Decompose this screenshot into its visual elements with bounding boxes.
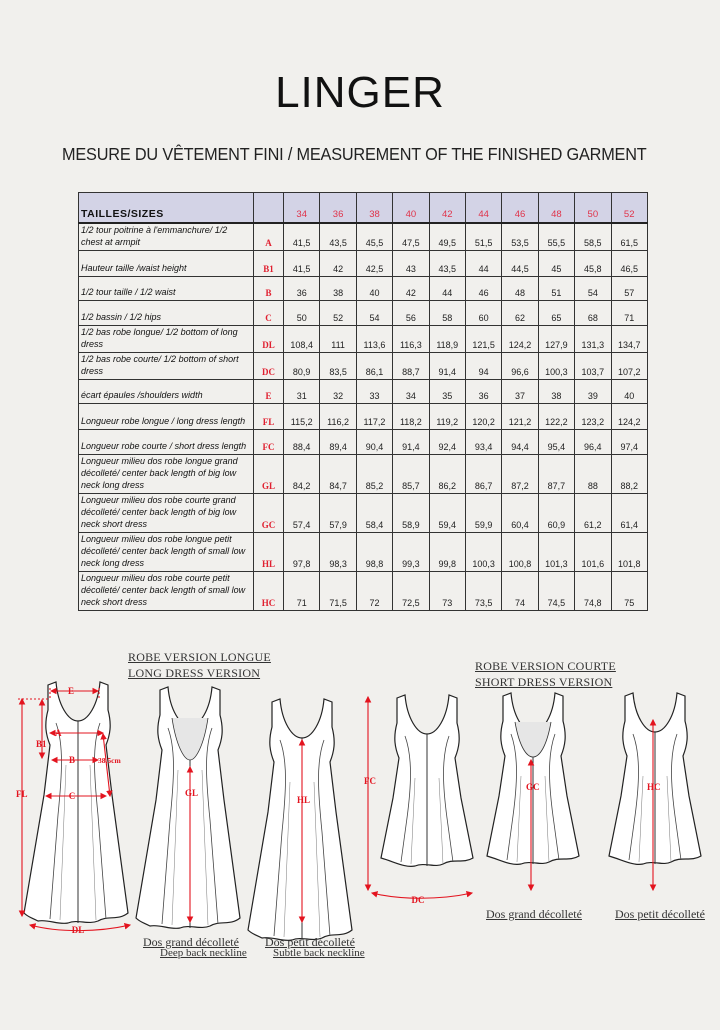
measurement-value: 61,4	[611, 494, 647, 533]
measurement-value: 103,7	[575, 353, 611, 380]
long-version-title-fr: ROBE VERSION LONGUE	[128, 650, 271, 664]
measurement-value: 96,6	[502, 353, 538, 380]
measurement-label: 1/2 tour poitrine à l'emmanchure/ 1/2 chest at armpit	[79, 223, 254, 251]
measurement-value: 43,5	[320, 223, 356, 251]
size-header: 46	[502, 193, 538, 224]
measurement-code: B	[254, 277, 284, 301]
measurement-value: 98,8	[356, 533, 392, 572]
measurement-value: 58	[429, 301, 465, 326]
size-header: 38	[356, 193, 392, 224]
measurement-value: 74	[502, 572, 538, 611]
measurement-value: 94	[465, 353, 501, 380]
measurement-value: 42,5	[356, 251, 392, 277]
measurement-value: 108,4	[284, 326, 320, 353]
measurement-value: 107,2	[611, 353, 647, 380]
measurement-value: 111	[320, 326, 356, 353]
measurement-value: 100,8	[502, 533, 538, 572]
short-subtle-caption-fr: Dos petit décolleté	[615, 907, 705, 921]
measurement-value: 72	[356, 572, 392, 611]
measurement-value: 74,5	[538, 572, 574, 611]
measurement-label: 1/2 bassin / 1/2 hips	[79, 301, 254, 326]
measurement-value: 127,9	[538, 326, 574, 353]
measurement-label: Longueur milieu dos robe longue petit décolleté/ center back length of small low neck long dress	[79, 533, 254, 572]
mark-side: 38.5cm	[98, 756, 121, 765]
mark-c: C	[68, 791, 76, 801]
mark-e: E	[67, 686, 75, 696]
measurement-value: 100,3	[465, 533, 501, 572]
measurement-code: FC	[254, 430, 284, 455]
short-dress-deep-back-drawing	[487, 693, 579, 864]
measurement-value: 94,4	[502, 430, 538, 455]
measurement-value: 44	[429, 277, 465, 301]
measurement-value: 116,2	[320, 404, 356, 430]
measurement-code: GC	[254, 494, 284, 533]
measurement-code: HL	[254, 533, 284, 572]
measurement-value: 134,7	[611, 326, 647, 353]
mark-hl: HL	[297, 795, 311, 805]
measurement-value: 121,5	[465, 326, 501, 353]
measurement-value: 88	[575, 455, 611, 494]
measurement-value: 47,5	[393, 223, 429, 251]
measurement-value: 32	[320, 380, 356, 404]
measurement-value: 65	[538, 301, 574, 326]
measurement-value: 58,4	[356, 494, 392, 533]
mark-dl: DL	[71, 925, 85, 935]
measurement-value: 75	[611, 572, 647, 611]
measurement-code: HC	[254, 572, 284, 611]
sizes-header-label: TAILLES/SIZES	[79, 193, 254, 224]
measurement-value: 87,7	[538, 455, 574, 494]
mark-gc: GC	[526, 782, 540, 792]
measurement-value: 93,4	[465, 430, 501, 455]
size-header: 50	[575, 193, 611, 224]
measurement-value: 101,3	[538, 533, 574, 572]
measurement-value: 119,2	[429, 404, 465, 430]
measurement-value: 34	[393, 380, 429, 404]
measurement-value: 49,5	[429, 223, 465, 251]
measurement-value: 99,8	[429, 533, 465, 572]
size-header: 36	[320, 193, 356, 224]
measurement-value: 51,5	[465, 223, 501, 251]
long-subtle-caption-fr: Dos petit décolleté	[265, 935, 355, 949]
measurement-value: 56	[393, 301, 429, 326]
measurement-value: 68	[575, 301, 611, 326]
measurement-value: 35	[429, 380, 465, 404]
measurement-value: 83,5	[320, 353, 356, 380]
measurement-value: 54	[575, 277, 611, 301]
measurement-value: 85,2	[356, 455, 392, 494]
mark-hc: HC	[647, 782, 661, 792]
measurement-value: 38	[320, 277, 356, 301]
measurement-value: 92,4	[429, 430, 465, 455]
measurement-value: 48	[502, 277, 538, 301]
measurement-value: 122,2	[538, 404, 574, 430]
measurement-value: 43,5	[429, 251, 465, 277]
measurement-value: 45,5	[356, 223, 392, 251]
measurement-value: 42	[393, 277, 429, 301]
measurement-value: 88,4	[284, 430, 320, 455]
measurement-value: 59,9	[465, 494, 501, 533]
measurement-label: 1/2 bas robe courte/ 1/2 bottom of short dress	[79, 353, 254, 380]
measurement-value: 58,9	[393, 494, 429, 533]
mark-dc: DC	[411, 895, 425, 905]
short-dress-front-drawing	[381, 695, 473, 866]
measurement-value: 62	[502, 301, 538, 326]
measurement-value: 115,2	[284, 404, 320, 430]
measurement-value: 60,4	[502, 494, 538, 533]
measurement-value: 84,7	[320, 455, 356, 494]
short-deep-caption-fr: Dos grand décolleté	[486, 907, 582, 921]
measurement-code: DC	[254, 353, 284, 380]
measurement-value: 54	[356, 301, 392, 326]
measurement-value: 123,2	[575, 404, 611, 430]
measurement-value: 85,7	[393, 455, 429, 494]
measurement-value: 90,4	[356, 430, 392, 455]
measurement-value: 60,9	[538, 494, 574, 533]
short-dress-subtle-back-drawing	[609, 693, 701, 864]
measurement-value: 113,6	[356, 326, 392, 353]
measurement-value: 45,8	[575, 251, 611, 277]
measurement-value: 55,5	[538, 223, 574, 251]
measurement-label: Hauteur taille /waist height	[79, 251, 254, 277]
measurement-value: 117,2	[356, 404, 392, 430]
measurement-value: 57,9	[320, 494, 356, 533]
measurement-value: 31	[284, 380, 320, 404]
measurement-value: 101,8	[611, 533, 647, 572]
measurement-code: E	[254, 380, 284, 404]
mark-b1: B1	[36, 739, 47, 749]
measurement-value: 97,4	[611, 430, 647, 455]
measurement-value: 131,3	[575, 326, 611, 353]
measurement-value: 41,5	[284, 251, 320, 277]
measurement-value: 89,4	[320, 430, 356, 455]
measurement-value: 88,2	[611, 455, 647, 494]
measurement-value: 44,5	[502, 251, 538, 277]
size-header: 48	[538, 193, 574, 224]
measurement-code: C	[254, 301, 284, 326]
measurement-value: 87,2	[502, 455, 538, 494]
page-subtitle: MESURE DU VÊTEMENT FINI / MEASUREMENT OF THE FINISHED GARMENT	[62, 144, 647, 164]
measurement-code: DL	[254, 326, 284, 353]
measurement-value: 100,3	[538, 353, 574, 380]
brand-title: LINGER	[275, 68, 445, 117]
mark-a: A	[55, 728, 62, 738]
measurement-value: 99,3	[393, 533, 429, 572]
measurement-value: 60	[465, 301, 501, 326]
measurement-value: 88,7	[393, 353, 429, 380]
measurement-value: 118,9	[429, 326, 465, 353]
measurement-value: 33	[356, 380, 392, 404]
size-header: 44	[465, 193, 501, 224]
measurement-value: 45	[538, 251, 574, 277]
measurement-label: écart épaules /shoulders width	[79, 380, 254, 404]
short-version-title-en: SHORT DRESS VERSION	[475, 675, 613, 689]
measurement-value: 46	[465, 277, 501, 301]
measurement-code: B1	[254, 251, 284, 277]
measurement-label: 1/2 bas robe longue/ 1/2 bottom of long dress	[79, 326, 254, 353]
measurement-label: Longueur milieu dos robe courte petit décolleté/ center back length of small low neck short dress	[79, 572, 254, 611]
measurement-value: 91,4	[429, 353, 465, 380]
measurement-value: 61,2	[575, 494, 611, 533]
measurement-value: 50	[284, 301, 320, 326]
measurement-value: 36	[465, 380, 501, 404]
measurement-value: 40	[611, 380, 647, 404]
measurement-value: 86,7	[465, 455, 501, 494]
measurement-label: Longueur milieu dos robe longue grand décolleté/ center back length of big low neck long dress	[79, 455, 254, 494]
long-dress-front-drawing	[24, 682, 128, 923]
size-header: 40	[393, 193, 429, 224]
size-header: 52	[611, 193, 647, 224]
measurement-value: 57	[611, 277, 647, 301]
measurement-value: 40	[356, 277, 392, 301]
measurement-value: 124,2	[502, 326, 538, 353]
measurement-value: 101,6	[575, 533, 611, 572]
mark-gl: GL	[185, 788, 199, 798]
measurement-value: 37	[502, 380, 538, 404]
measurement-value: 96,4	[575, 430, 611, 455]
measurement-label: 1/2 tour taille / 1/2 waist	[79, 277, 254, 301]
measurement-code: FL	[254, 404, 284, 430]
measurement-value: 46,5	[611, 251, 647, 277]
size-header: 42	[429, 193, 465, 224]
measurement-value: 44	[465, 251, 501, 277]
long-deep-caption-fr: Dos grand décolleté	[143, 935, 239, 949]
measurement-value: 97,8	[284, 533, 320, 572]
measurement-value: 72,5	[393, 572, 429, 611]
measurement-value: 116,3	[393, 326, 429, 353]
measurement-value: 71	[284, 572, 320, 611]
measurement-value: 39	[575, 380, 611, 404]
measurement-value: 120,2	[465, 404, 501, 430]
measurement-value: 71,5	[320, 572, 356, 611]
measurement-value: 124,2	[611, 404, 647, 430]
long-dress-deep-back-drawing	[136, 687, 240, 928]
measurement-label: Longueur milieu dos robe courte grand décolleté/ center back length of big low neck short dress	[79, 494, 254, 533]
measurement-value: 73	[429, 572, 465, 611]
measurement-value: 42	[320, 251, 356, 277]
measurement-value: 59,4	[429, 494, 465, 533]
measurement-value: 98,3	[320, 533, 356, 572]
measurement-value: 84,2	[284, 455, 320, 494]
measurement-value: 36	[284, 277, 320, 301]
long-deep-caption-en: Deep back neckline	[160, 947, 247, 959]
long-version-title-en: LONG DRESS VERSION	[128, 666, 261, 680]
measurement-value: 53,5	[502, 223, 538, 251]
mark-fl: FL	[16, 789, 28, 799]
measurement-value: 58,5	[575, 223, 611, 251]
measurement-value: 86,1	[356, 353, 392, 380]
measurement-value: 91,4	[393, 430, 429, 455]
size-header: 34	[284, 193, 320, 224]
measurement-value: 80,9	[284, 353, 320, 380]
measurement-value: 52	[320, 301, 356, 326]
measurement-value: 118,2	[393, 404, 429, 430]
measurement-value: 51	[538, 277, 574, 301]
measurement-code: A	[254, 223, 284, 251]
measurement-value: 86,2	[429, 455, 465, 494]
measurement-value: 121,2	[502, 404, 538, 430]
long-subtle-caption-en: Subtle back neckline	[273, 947, 365, 959]
measurement-label: Longueur robe longue / long dress length	[79, 404, 254, 430]
measurement-value: 73,5	[465, 572, 501, 611]
measurement-value: 38	[538, 380, 574, 404]
short-version-title-fr: ROBE VERSION COURTE	[475, 659, 616, 673]
mark-b: B	[68, 755, 76, 765]
measurement-value: 41,5	[284, 223, 320, 251]
measurement-value: 57,4	[284, 494, 320, 533]
long-dress-subtle-back-drawing	[248, 699, 352, 940]
measurement-value: 95,4	[538, 430, 574, 455]
mark-fc: FC	[364, 776, 376, 786]
measurement-value: 43	[393, 251, 429, 277]
measurement-code: GL	[254, 455, 284, 494]
measurement-value: 61,5	[611, 223, 647, 251]
measurement-value: 71	[611, 301, 647, 326]
measurement-value: 74,8	[575, 572, 611, 611]
measurement-label: Longueur robe courte / short dress length	[79, 430, 254, 455]
